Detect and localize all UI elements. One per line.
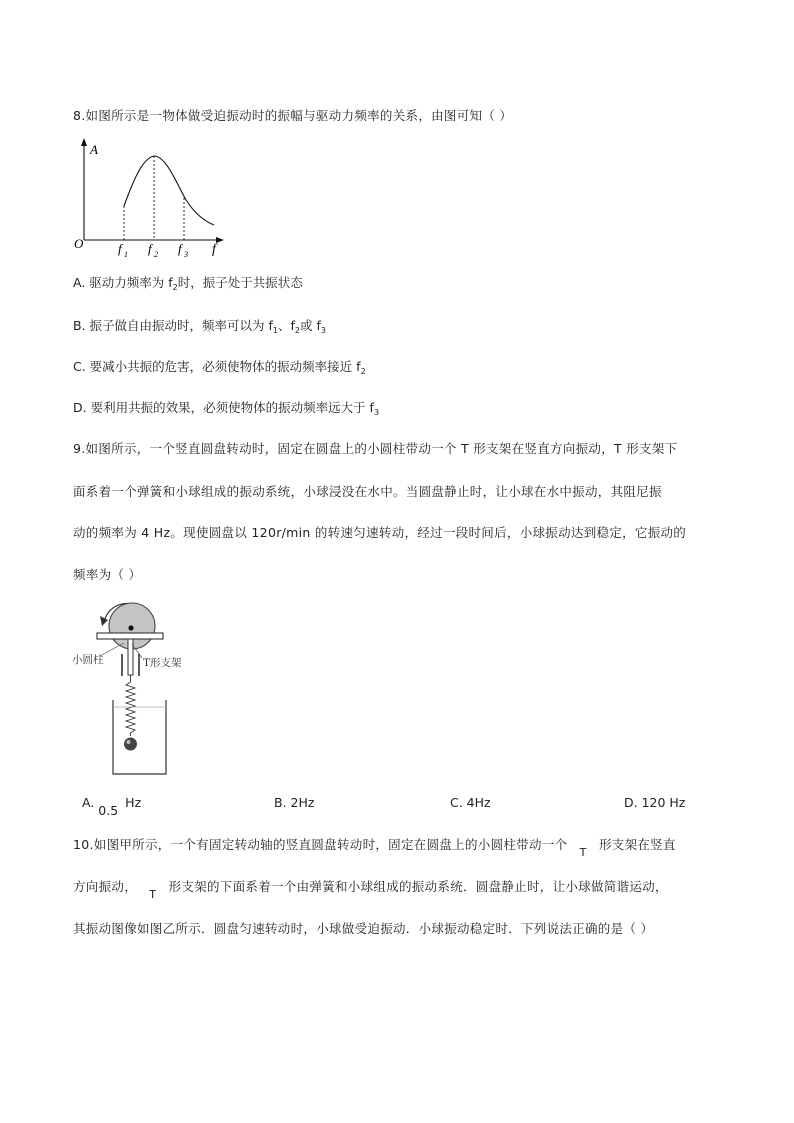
- f3-label: f: [178, 241, 182, 256]
- q8-option-a-subscript: 2: [172, 283, 178, 292]
- water-container: [113, 700, 166, 774]
- q8-option-b[interactable]: [73, 318, 326, 339]
- q9-option-a-unit: Hz: [125, 795, 142, 810]
- q9-option-c[interactable]: C. 4Hz: [450, 795, 491, 810]
- q8-option-b-mid2: 或 f: [300, 318, 321, 333]
- resonance-curve-figure: [68, 136, 228, 264]
- q10-line1-text: 10.如图甲所示，一个有固定转动轴的竖直圆盘转动时，固定在圆盘上的小圆柱带动一个: [73, 837, 568, 852]
- f2-subscript: 2: [154, 250, 158, 259]
- f2-label: f: [148, 241, 152, 256]
- q8-option-d-subscript: 3: [373, 408, 380, 417]
- q9-stem-line-3: 动的频率为 4 Hz。现使圆盘以 120r/min 的转速匀速转动，经过一段时间后，小球振动达到稳定，它振动的: [73, 525, 687, 540]
- q10-line2-text: 方向振动，: [73, 879, 138, 894]
- q9-stem-line-2: 面系着一个弹簧和小球组成的振动系统，小球浸没在水中。当圆盘静止时，让小球在水中振动，其阻尼振: [73, 484, 662, 499]
- ball: [124, 738, 137, 751]
- cylinder-leader: [100, 643, 124, 656]
- q8-option-a[interactable]: [73, 275, 303, 296]
- spring: [126, 675, 135, 736]
- y-axis-arrow: [81, 138, 87, 146]
- q10-stem-line-2: [73, 879, 668, 901]
- q10-stem-line-3: 其振动图像如图乙所示．圆盘匀速转动时，小球做受迫振动．小球振动稳定时．下列说法正确的是（ ）: [73, 921, 654, 936]
- q10-line2-t: T: [149, 888, 157, 901]
- q9-option-a-value: 0.5: [98, 803, 119, 818]
- t-frame-label: T形支架: [143, 657, 182, 669]
- origin-label: O: [74, 236, 84, 251]
- x-axis-arrow: [216, 237, 224, 243]
- q9-stem-line-1: 9.如图所示，一个竖直圆盘转动时，固定在圆盘上的小圆柱带动一个 T 形支架在竖直方向振动，T 形支架下: [73, 441, 678, 456]
- q8-stem: 8.如图所示是一物体做受迫振动时的振幅与驱动力频率的关系，由图可知（ ）: [73, 108, 513, 123]
- q10-line2-text-end: 形支架的下面系着一个由弹簧和小球组成的振动系统．圆盘静止时，让小球做简谐运动，: [168, 879, 668, 894]
- q8-option-b-mid1: 、f: [278, 318, 295, 333]
- q8-option-b-sub3: 3: [320, 326, 326, 335]
- q8-option-a-text: A. 驱动力频率为 f: [73, 275, 173, 290]
- t-frame-bar: [97, 633, 163, 639]
- q8-option-d[interactable]: [73, 400, 379, 421]
- q8-option-b-sub1: 1: [272, 326, 278, 335]
- y-axis-label: A: [90, 142, 98, 157]
- q10-stem-line-1: [73, 837, 676, 859]
- q8-option-b-text: B. 振子做自由振动时，频率可以为 f: [73, 318, 273, 333]
- disk-spring-apparatus-figure: [70, 596, 200, 778]
- q9-option-b[interactable]: B. 2Hz: [274, 795, 315, 810]
- q8-option-c-subscript: 2: [360, 367, 366, 376]
- rotation-arrowhead: [100, 616, 108, 626]
- q8-option-d-text: D. 要利用共振的效果，必须使物体的振动频率远大于 f: [73, 400, 374, 415]
- f1-label: f: [118, 241, 122, 256]
- q9-option-d[interactable]: D. 120 Hz: [624, 795, 686, 810]
- x-axis-label: f: [212, 242, 216, 257]
- q9-stem-line-4: 频率为（ ）: [73, 567, 142, 582]
- ball-highlight: [127, 740, 131, 744]
- small-cylinder-label: 小圆柱: [72, 654, 104, 666]
- q10-line1-text-end: 形支架在竖直: [598, 837, 676, 852]
- q10-line1-t: T: [579, 846, 587, 859]
- amplitude-curve: [124, 156, 214, 225]
- small-cylinder-pin: [128, 625, 133, 630]
- q8-option-c-text: C. 要减小共振的危害，必须使物体的振动频率接近 f: [73, 359, 361, 374]
- q8-option-b-sub2: 2: [294, 326, 300, 335]
- q9-option-a[interactable]: [82, 795, 142, 818]
- f1-subscript: 1: [124, 250, 128, 259]
- f3-subscript: 3: [184, 250, 188, 259]
- q8-option-a-text-end: 时，振子处于共振状态: [177, 275, 303, 290]
- q9-option-a-label: A.: [82, 795, 95, 810]
- q8-option-c[interactable]: [73, 359, 366, 380]
